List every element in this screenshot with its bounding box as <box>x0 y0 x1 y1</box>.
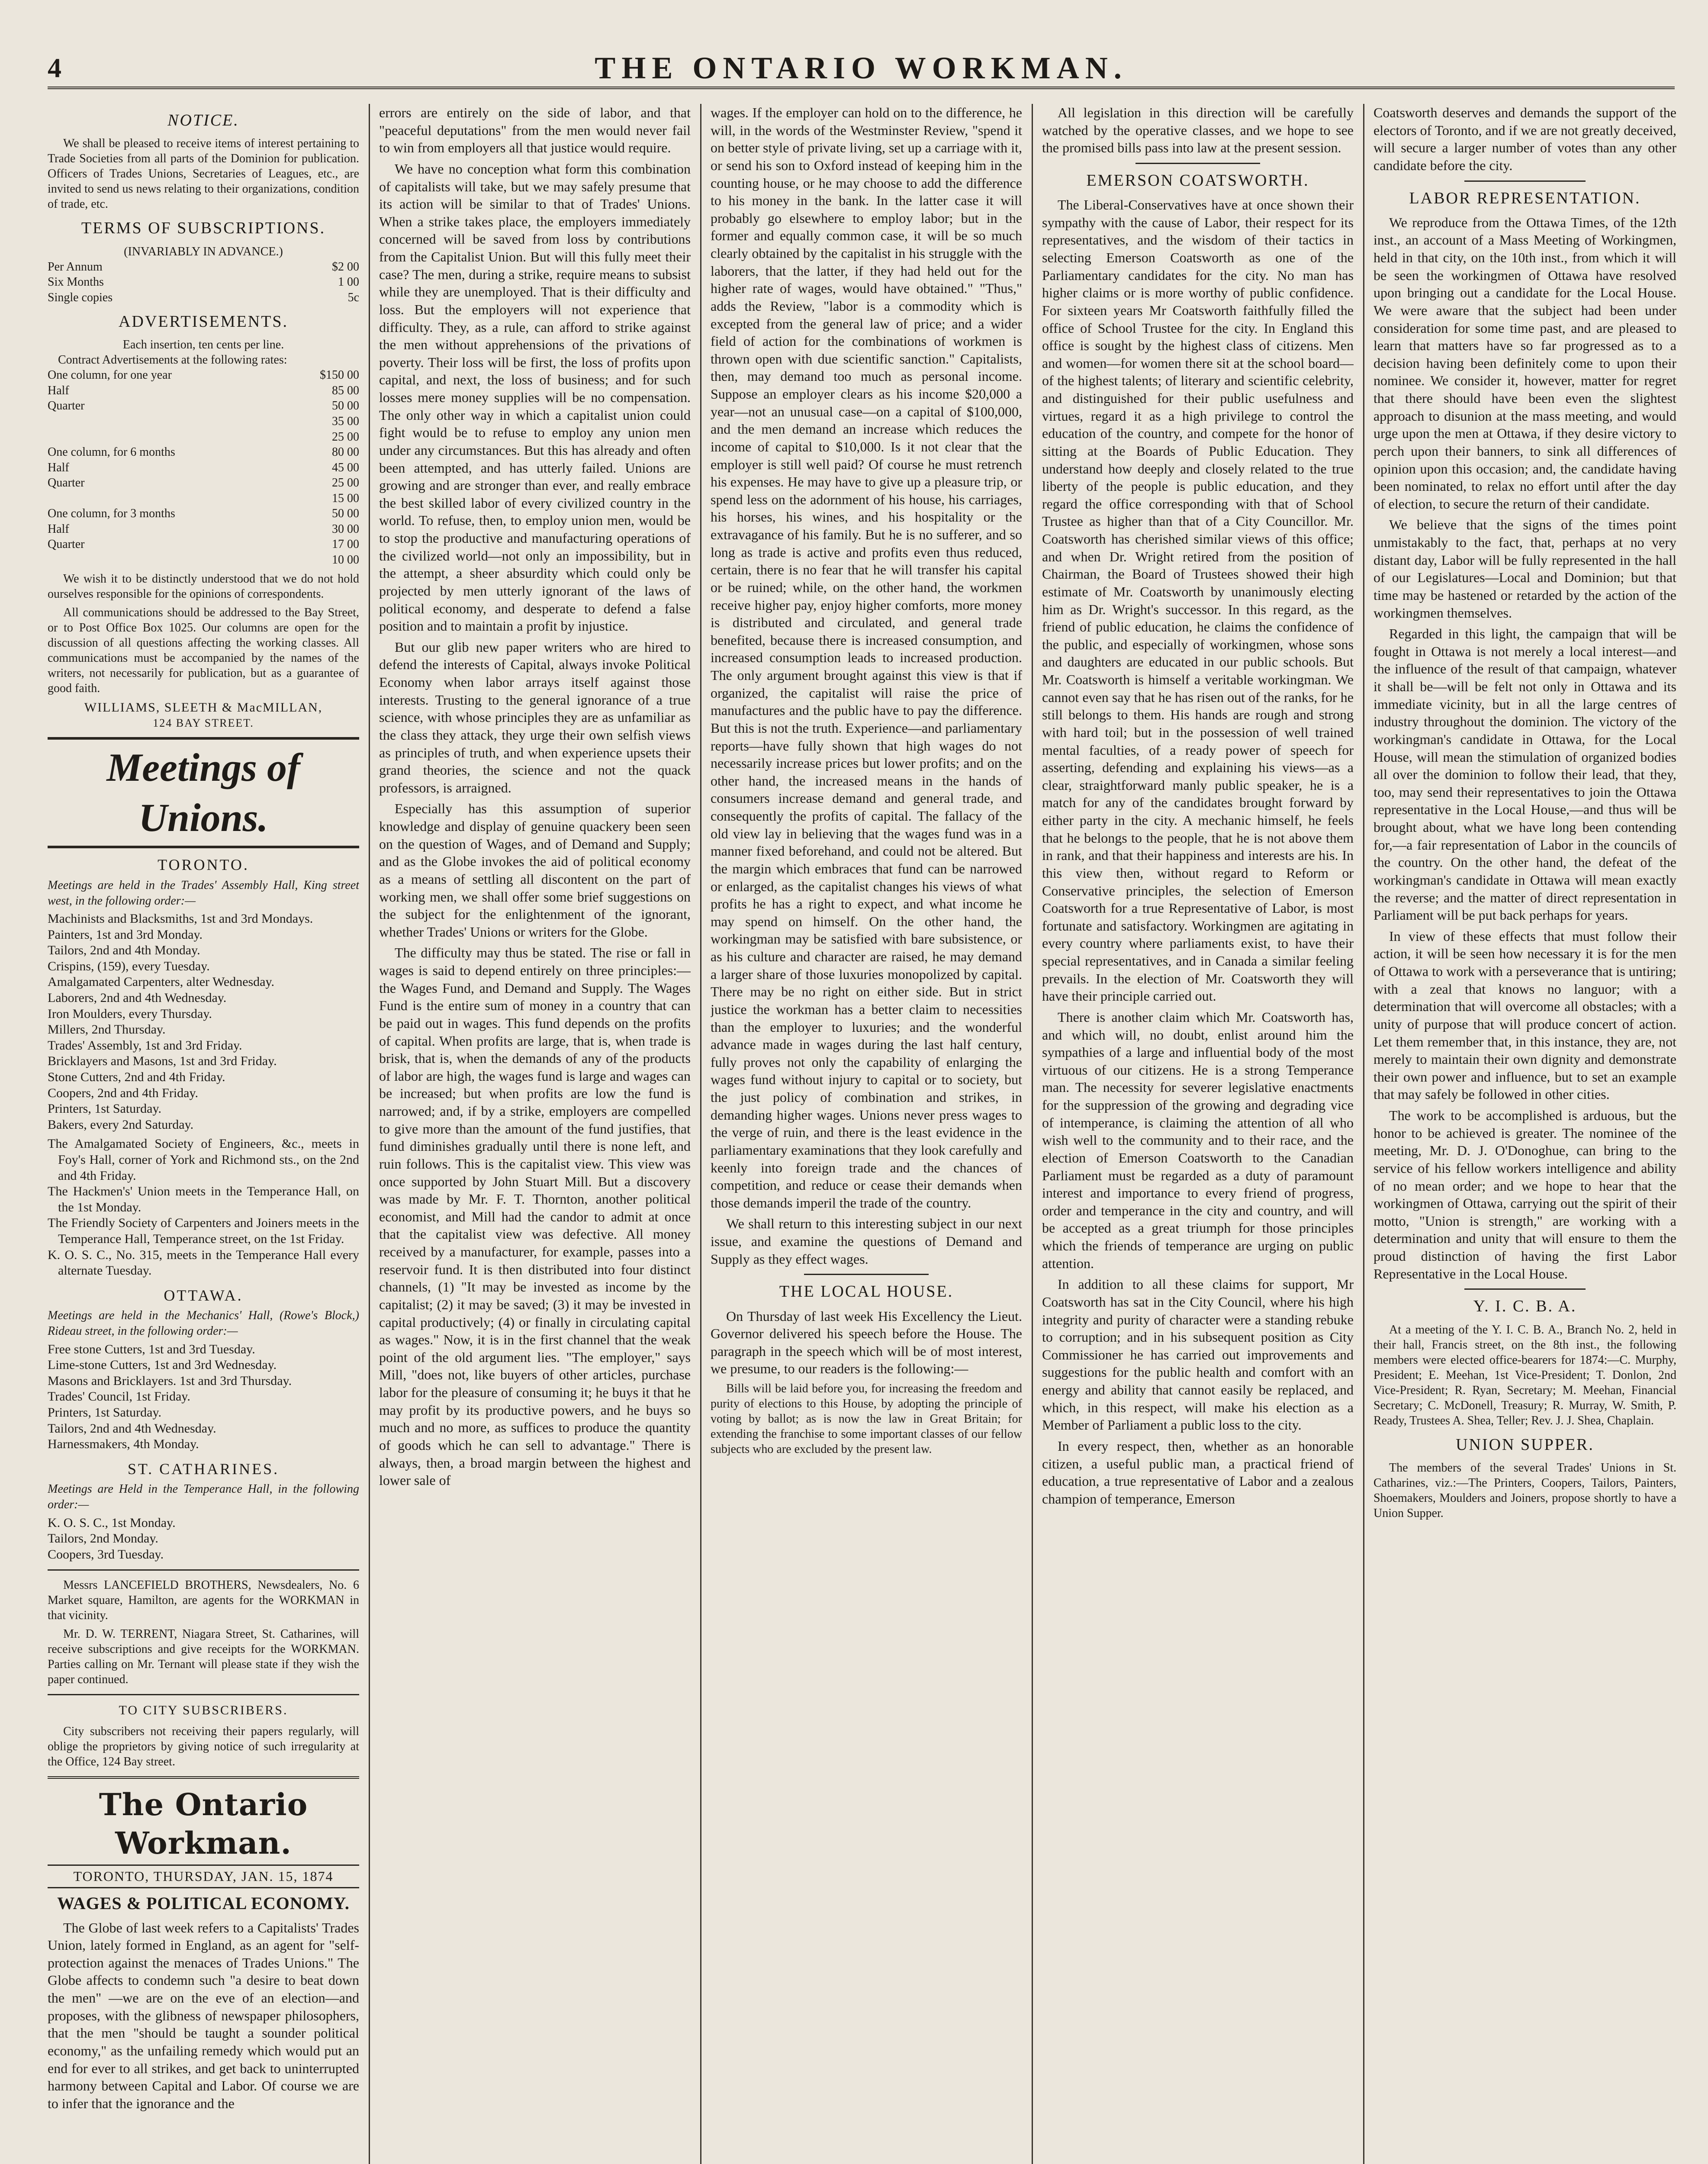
col2-p4: Especially has this assumption of superior knowledge and display of genuine quackery been seen on the question of Wages, and of Demand and Supply; and as the Globe invokes the aid of political economy as a means of settling all discontent on the part of working men, we shall offer some brief suggestions on the subject for the enlightenment of the ignorant, whether Trades' Unions or writers for the Globe. <box>379 801 691 940</box>
column-1 <box>48 104 359 2164</box>
paper-nameplate: The Ontario Workman. <box>99 1787 308 1861</box>
catharines-heading: ST. CATHARINES. <box>127 1460 280 1478</box>
price-value: 50 00 <box>332 399 359 413</box>
agents-catharines: Mr. D. W. TERRENT, Niagara Street, St. Catharines, will receive subscriptions and give receipts for the WORKMAN. Parties calling on Mr. Ternant will please state if they wish the paper continued. <box>48 1627 359 1687</box>
column-rule <box>369 104 370 2164</box>
price-value: 85 00 <box>332 383 359 397</box>
toronto-extra-list <box>48 1136 359 1278</box>
price-row <box>48 522 359 537</box>
price-row <box>48 460 359 476</box>
list-item: Printers, 1st Saturday. <box>48 1101 162 1116</box>
price-label: Quarter <box>48 476 85 490</box>
price-value: 80 00 <box>332 445 359 459</box>
list-item: Bakers, every 2nd Saturday. <box>48 1117 194 1132</box>
list-item: Coopers, 3rd Tuesday. <box>48 1547 164 1562</box>
list-item: The Friendly Society of Carpenters and Joiners meets in the Temperance Hall, Temperance street, on the 1st Friday. <box>48 1216 359 1246</box>
list-item: Printers, 1st Saturday. <box>48 1405 162 1420</box>
list-item: Harnessmakers, 4th Monday. <box>48 1437 199 1452</box>
col5-p5: In view of these effects that must follow their action, it will be seen how necessary it is for the men of Ottawa to work with a perseverance that is untiring; with a zeal that knows no languor; with a determination that will overcome all obstacles; with a unity of purpose that will produce concert of action. Let them remember that, in this instance, they are, not merely to maintain their own dignity and demonstrate their own power and influence, but to set an example that may safely be followed in other cities. <box>1373 928 1676 1102</box>
ads-line2: Contract Advertisements at the following rates: <box>58 353 287 367</box>
local-house-title: THE LOCAL HOUSE. <box>779 1282 954 1301</box>
price-label: Six Months <box>48 275 104 289</box>
union-supper-title: UNION SUPPER. <box>1456 1435 1594 1454</box>
list-item: Free stone Cutters, 1st and 3rd Tuesday. <box>48 1342 255 1356</box>
price-label: One column, for 3 months <box>48 507 175 521</box>
divider <box>804 1274 929 1275</box>
ottawa-heading: OTTAWA. <box>164 1286 243 1304</box>
price-row <box>48 414 359 429</box>
price-row <box>48 506 359 522</box>
column-4 <box>1042 104 1354 2164</box>
list-item: Trades' Council, 1st Friday. <box>48 1389 190 1404</box>
divider <box>1135 163 1260 164</box>
list-item: Iron Moulders, every Thursday. <box>48 1006 212 1021</box>
ottawa-note: Meetings are held in the Mechanics' Hall, (Rowe's Block,) Rideau street, in the following order:— <box>48 1309 359 1338</box>
column-rule <box>700 104 701 2164</box>
terms-subtitle: (INVARIABLY IN ADVANCE.) <box>124 245 283 258</box>
toronto-meetings-list <box>48 911 359 1133</box>
list-item: Lime-stone Cutters, 1st and 3rd Wednesday. <box>48 1358 277 1372</box>
price-label: Per Annum <box>48 260 103 274</box>
ads-title: ADVERTISEMENTS. <box>118 312 289 331</box>
col2-p3: But our glib new paper writers who are hired to defend the interests of Capital, always invoke Political Economy when labor arrays itself against those interests. Trusting to the general ignorance of a true science, with whose principles they are as unfamiliar as the class they attack, they urge their own selfish views as principles of truth, and when experience upsets their grand theories, the science and not the quack professors, is arraigned. <box>379 639 691 795</box>
list-item: The Amalgamated Society of Engineers, &c., meets in Foy's Hall, corner of York and Richmond sts., on the 2nd and 4th Friday. <box>48 1137 359 1183</box>
list-item: Laborers, 2nd and 4th Wednesday. <box>48 991 227 1005</box>
price-row <box>48 475 359 491</box>
agents-hamilton: Messrs LANCEFIELD BROTHERS, Newsdealers, No. 6 Market square, Hamilton, are agents for the WORKMAN in that vicinity. <box>48 1578 359 1623</box>
catharines-meetings-list <box>48 1515 359 1563</box>
col5-p2: We reproduce from the Ottawa Times, of the 12th inst., an account of a Mass Meeting of Workingmen, held in that city, on the 10th inst., from which it will be seen the workingmen of Ottawa have resolved upon bringing out a candidate for the Local House. We were aware that the subject had been under consideration for some time past, and are pleased to learn that matters have so far progressed as to a decision having been definitely come to upon their nominee. We consider it, however, matter for regret that there should have been even the slightest approach to disunion at the mass meeting, and would urge upon the men at Ottawa, if they desire victory to perch upon their banners, to sink all differences of opinion upon this occasion; and, the candidate having been nominated, to relax no effort until after the day of election, to secure the return of their candidate. <box>1373 214 1676 512</box>
list-item: Amalgamated Carpenters, alter Wednesday. <box>48 975 275 989</box>
price-value: 35 00 <box>332 415 359 428</box>
divider <box>1464 180 1586 182</box>
col3-p4: Bills will be laid before you, for increasing the freedom and purity of elections to this House, by adopting the principle of voting by ballot; as is now the law in Great Britain; for extending the franchise to some important classes of our fellow subjects who are excluded by the present law. <box>711 1382 1022 1456</box>
ads-table <box>48 367 359 567</box>
list-item: Trades' Assembly, 1st and 3rd Friday. <box>48 1038 242 1053</box>
price-value: 30 00 <box>332 522 359 536</box>
col3-p1: wages. If the employer can hold on to the difference, he will, in the words of the Westminster Review, "spend it on better style of private living, set up a carriage with it, or send his son to Oxford instead of keeping him in the counting house, or he may choose to add the difference to his money in the bank. In the latter case it will probably go elsewhere to employ labor; but in the former and equally common case, it will be so much clearly obtained by the capitalist in his struggle with the laborers, that the latter, if they had held out for the higher rate of wages, would have obtained." "Thus," adds the Review, "labor is a commodity which is excepted from the general law of price; and a wider field of action for the combinations of workmen is thrown open with due scientific sanction." Capitalists, then, may demand too much as personal income. Suppose an employer clears as his income $20,000 a year—not an unusual case—on a capital of $100,000, and the men demand an increase which reduces the income of capital to $10,000. Is it not clear that the employer is still well paid? Of course he must retrench his expenses. He may have to give up a pleasure trip, or spend less on the adornment of his house, his carriages, his horses, his wines, and his hospitality or the extravagance of his family. But he is no sufferer, and so long as trade is active and profits even thus reduced, certain, there is no fear that he will transfer his capital or be ruined; while, on the other hand, the workmen receive higher pay, enjoy higher comforts, more money is distributed and circulated, and general trade benefited, because there is increased consumption, and increased consumption leads to increased production. The only argument brought against this view is that if organized, the capitalist will raise the price of manufactures and the public have to pay the difference. But this is not the truth. Experience—and parliamentary reports—have fully shown that high wages do not necessarily increase prices but lower profits; and on the other hand, the increased means in the hands of consumers increase demand and general trade, and consequently the profits of capital. The fallacy of the old view lay in believing that the wages fund was in a manner fixed beforehand, and could not be altered. But the margin which embraces that fund can be narrowed or enlarged, as the capitalist changes his views of what profits he has a right to expect, and what income he may spend on himself. On the other hand, the workingman may be satisfied with bare subsistence, or as his culture and character are raised, he may demand a larger share of those luxuries monopolized by capital. There may be no right on either side. But in strict justice the workman has a better claim to necessities than the employer to luxuries; and the wonderful advance made in wages during the last half century, fully proves not only the capability of enlarging the wages fund without injury to capital or to society, but the just policy of combination and strikes, in demanding higher wages. Unions never press wages to the verge of ruin, and there is the least evidence in the parliamentary examinations that they look carefully and keenly into foreign trade and the chances of competition, and reduce or cease their demands when those demands imperil the trade of the country. <box>711 105 1022 1211</box>
list-item: Millers, 2nd Thursday. <box>48 1022 166 1037</box>
col4-p3: There is another claim which Mr. Coatsworth has, and which will, no doubt, enlist around him the sympathies of a large and influential body of the most virtuous of our citizens. He is a strong Temperance man. The necessity for severer legislative enactments for the suppression of the growing and degrading vice of intemperance, is claiming the attention of all who wish well to the community and to their race, and the election of Emerson Coatsworth to the Canadian Parliament must be regarded as a duty of paramount interest and importance to every friend of progress, order and temperance in the city and country, and will be accepted as a great triumph for those principles which the friends of temperance are urging on public attention. <box>1042 1009 1354 1271</box>
terms-table <box>48 259 359 306</box>
publishers-name: WILLIAMS, SLEETH & MacMILLAN, <box>84 700 323 715</box>
col4-p1: All legislation in this direction will be carefully watched by the operative classes, and we hope to see the promised bills pass into law at the present session. <box>1042 105 1354 156</box>
price-row <box>48 491 359 506</box>
list-item: Tailors, 2nd and 4th Wednesday. <box>48 1421 216 1436</box>
column-rule <box>1032 104 1033 2164</box>
emerson-title: EMERSON COATSWORTH. <box>1086 171 1309 190</box>
article-title-wages: WAGES & POLITICAL ECONOMY. <box>57 1893 350 1913</box>
page-number: 4 <box>48 52 61 83</box>
price-value: 25 00 <box>332 430 359 444</box>
list-item: The Hackmen's' Union meets in the Temperance Hall, on the 1st Monday. <box>48 1184 359 1214</box>
price-label: One column, for one year <box>48 368 172 382</box>
price-row <box>48 290 359 306</box>
meetings-title: Meetings of Unions. <box>48 737 359 849</box>
list-item: K. O. S. C., No. 315, meets in the Temperance Hall every alternate Tuesday. <box>48 1247 359 1278</box>
issue-date: TORONTO, THURSDAY, JAN. 15, 1874 <box>48 1865 359 1888</box>
divider <box>1464 1288 1586 1290</box>
list-item: Coopers, 2nd and 4th Friday. <box>48 1085 199 1100</box>
ycba-title: Y. I. C. B. A. <box>1473 1297 1577 1316</box>
col4-p2: The Liberal-Conservatives have at once shown their sympathy with the cause of Labor, their respect for its representatives, and the wisdom of their tactics in selecting Emerson Coatsworth as one of the Parliamentary candidates for the city. No man has higher claims or is more worthy of public confidence. For sixteen years Mr Coatsworth faithfully filled the office of School Trustee for the city. In England this office is sought by the highest class of citizens. Men and women—for women there sit at the school board—of the highest talents; of literary and scientific celebrity, and distinguished for their public usefulness and virtues, regard it as a high privilege to control the education of the country, and compete for the honor of sitting at the Boards of Public Education. They understand how deeply and closely related to the true liberty of the people is public education, and they regard the office corresponding with that of School Trustee as higher than that of a City Councillor. Mr. Coatsworth has cherished similar views of this office; and when Dr. Wright retired from the position of Chairman, the Board of Trustees showed their high estimate of Mr. Coatsworth by unanimously electing him as Dr. Wright's successor. In this regard, as the friend of public education, he claims the confidence of the public, and especially of workingmen, whose sons and daughters are educated in our public schools. But Mr. Coatsworth is himself a veritable workingman. We cannot even say that he has risen out of the ranks, for he still belongs to them. His hands are rough and strong with hard toil; but in the possession of well trained mental faculties, of a ready power of speech for asserting, defending and explaining his views—as a clear, straightforward manly public speaker, he is a match for any of the candidates brought forward by either party in the city. A mechanic himself, he feels that he belongs to the people, that he is not above them in rank, and that their happiness and interests are his. In this view then, without regard to Reform or Conservative principles, the selection of Emerson Coatsworth for a true Representative of Labor, is most fortunate and satisfactory. Workingmen are agitating in every country where parliaments exist, to have their special representatives, and in Canada a similar feeling prevails. In the election of Mr. Coatsworth they will have their principle carried out. <box>1042 197 1354 1004</box>
column-3 <box>711 104 1022 2164</box>
col4-p4: In addition to all these claims for support, Mr Coatsworth has sat in the City Council, where his high integrity and purity of character were a standing rebuke to corruption; and in his subsequent position as City Commissioner he has carried out improvements and suggestions for the public health and comfort with an energy and ability that cannot easily be replaced, and which, in this respect, will make his election as a Member of Parliament a public loss to the city. <box>1042 1276 1354 1433</box>
publishers-address: 124 BAY STREET. <box>153 716 254 729</box>
toronto-heading: TORONTO. <box>158 856 249 874</box>
col5-p1: Coatsworth deserves and demands the support of the electors of Toronto, and if we are not greatly deceived, will secure a larger number of votes than any other candidate before the city. <box>1373 105 1676 173</box>
price-label: Half <box>48 383 69 397</box>
col2-p5: The difficulty may thus be stated. The rise or fall in wages is said to depend entirely on three principles:—the Wages Fund, and Demand and Supply. The Wages Fund is the entire sum of money in a country that can be paid out in wages. This fund depends on the profits of capital. When profits are large, that is, when trade is brisk, that is, when the demands of any of the products of labor are high, the wages fund is large and wages can be increased; but when profits are low the fund is narrowed; and, if by a strike, employers are compelled to give more than the amount of the fund justifies, that fund diminishes gradually until there is none left, and ruin follows. This is the capitalist view. This view was once supported by John Stuart Mill. But a discovery was made by Mr. F. T. Thornton, another political economist, and Mill had the candor to admit at once that the capitalist view was defective. All money received by a manufacturer, for example, passes into a reservoir fund. It is then distributed into four distinct channels, (1) "It may be invested as income by the capitalist; (2) it may be saved; (3) it may be invested in capital productively; (4) or finally in circulating capital as wages." Now, it is in the first channel that the weak point of the old argument lies. "The employer," says Mill, "does not, like buyers of other articles, purchase labor for the pleasure of consuming it; he buys it that he may profit by its productive powers, and he buys so much and no more, as suffices to produce the quantity of goods which he can sell to advantage." There is always, then, a broad margin between the highest and lower sale of <box>379 945 691 1488</box>
column-5 <box>1373 104 1676 2164</box>
list-item: Painters, 1st and 3rd Monday. <box>48 927 203 942</box>
price-row <box>48 274 359 290</box>
price-value: 45 00 <box>332 460 359 474</box>
price-label: One column, for 6 months <box>48 445 175 459</box>
column-rule <box>1363 104 1364 2164</box>
col5-p7: At a meeting of the Y. I. C. B. A., Branch No. 2, held in their hall, Francis street, on the 8th inst., the following members were elected office-bearers for 1874:—C. Murphy, President; E. Meehan, 1st Vice-President; T. Donlon, 2nd Vice-President; R. Ryan, Secretary; M. Meehan, Financial Secretary; C. McDonell, Treasury; R. Murray, W. Smith, P. Ready, Trustees A. Shea, Teller; Rev. J. J. Shea, Chaplain. <box>1373 1323 1676 1427</box>
col5-p8: The members of the several Trades' Unions in St. Catharines, viz.:—The Printers, Coopers, Tailors, Painters, Shoemakers, Moulders and Joiners, propose shortly to have a Union Supper. <box>1373 1461 1676 1520</box>
terms-title: TERMS OF SUBSCRIPTIONS. <box>81 219 326 238</box>
notice-title: NOTICE. <box>167 111 239 129</box>
list-item: Stone Cutters, 2nd and 4th Friday. <box>48 1070 225 1085</box>
divider <box>48 1776 359 1779</box>
article-wages-p1: The Globe of last week refers to a Capitalists' Trades Union, lately formed in England, as an agent for "self-protection against the menaces of Trades Unions." The Globe affects to condemn such "a desire to beat down the men" —we are on the eve of an election—and proposes, with the glibness of newspaper philosophers, that the men "should be taught a sounder political economy," as the unfailing remedy which would put an end for ever to all strikes, and get back to uninterrupted harmony between Capital and Labor. Of course we are to infer that the ignorance and the <box>48 1919 359 2111</box>
labor-representation-title: LABOR REPRESENTATION. <box>1409 189 1641 207</box>
list-item: Crispins, (159), every Tuesday. <box>48 959 210 973</box>
price-value: 25 00 <box>332 476 359 490</box>
price-value: 1 00 <box>338 275 359 289</box>
catharines-note: Meetings are Held in the Temperance Hall, in the following order:— <box>48 1482 359 1511</box>
ads-line1: Each insertion, ten cents per line. <box>122 338 284 352</box>
price-label: Single copies <box>48 290 113 304</box>
price-value: 17 00 <box>332 538 359 551</box>
city-subscribers-body: City subscribers not receiving their papers regularly, will oblige the proprietors by giving notice of such irregularity at the Office, 124 Bay street. <box>48 1725 359 1769</box>
price-row <box>48 552 359 568</box>
ads-comms: All communications should be addressed to the Bay Street, or to Post Office Box 1025. Our columns are open for the discussion of all questions affecting the working classes. All communications must be accompanied by the names of the writers, not necessarily for publication, but as a guarantee of good faith. <box>48 605 359 695</box>
column-2 <box>379 104 691 2164</box>
list-item: Machinists and Blacksmiths, 1st and 3rd Mondays. <box>48 911 313 926</box>
price-row <box>48 537 359 552</box>
list-item: Tailors, 2nd Monday. <box>48 1531 158 1546</box>
price-row <box>48 429 359 445</box>
newspaper-title: THE ONTARIO WORKMAN. <box>595 51 1128 85</box>
price-label: Half <box>48 460 69 474</box>
list-item: K. O. S. C., 1st Monday. <box>48 1515 176 1530</box>
price-row <box>48 444 359 460</box>
divider <box>48 1569 359 1571</box>
price-row <box>48 383 359 399</box>
col5-p3: We believe that the signs of the times point unmistakably to the fact, that, perhaps at no very distant day, Labor will be fully represented in the hall of our Legislatures—Local and Dominion; but that time may be hastened or retarded by the action of the workingmen themselves. <box>1373 517 1676 621</box>
ads-disclaimer: We wish it to be distinctly understood that we do not hold ourselves responsible for the opinions of correspondents. <box>48 572 359 601</box>
col5-p6: The work to be accomplished is arduous, but the honor to be achieved is greater. The nominee of the meeting, Mr. D. J. O'Donoghue, can bring to the service of his fellow workers intelligence and ability of no mean order; and we hope to hear that the workingmen of Ottawa, carrying out the spirit of their motto, "Union is strength," are working with a determination and unity that will ensure to them the proud distinction of having the first Labor Representative in the Local House. <box>1373 1108 1676 1282</box>
notice-body: We shall be pleased to receive items of interest pertaining to Trade Societies from all parts of the Dominion for publication. Officers of Trades Unions, Secretaries of Leagues, etc., are invited to send us news relating to their organizations, condition of trade, etc. <box>48 137 359 211</box>
col3-p3: On Thursday of last week His Excellency the Lieut. Governor delivered his speech before the House. The paragraph in the speech which will be of most interest, we presume, to our readers is the following:— <box>711 1308 1022 1377</box>
ottawa-meetings-list <box>48 1342 359 1452</box>
divider <box>48 1694 359 1695</box>
col4-p5: In every respect, then, whether as an honorable citizen, a useful public man, a practical friend of education, a true representative of Labor and a zealous champion of temperance, Emerson <box>1042 1438 1354 1507</box>
price-value: 15 00 <box>332 491 359 505</box>
price-row <box>48 259 359 275</box>
price-value: 10 00 <box>332 553 359 567</box>
list-item: Bricklayers and Masons, 1st and 3rd Friday. <box>48 1054 277 1069</box>
list-item: Tailors, 2nd and 4th Monday. <box>48 943 200 958</box>
col2-p1: errors are entirely on the side of labor, and that "peaceful deputations" from the men would never fail to win from employers all that justice would require. <box>379 105 691 156</box>
masthead <box>48 48 1675 89</box>
price-label: Quarter <box>48 399 85 413</box>
col5-p4: Regarded in this light, the campaign that will be fought in Ottawa is not merely a local interest—and the influence of the result of that campaign, whatever it shall be—will be felt not only in Ottawa and its immediate vicinity, but in all the large centres of industry throughout the dominion. The victory of the workingman's candidate in Ottawa, for the Local House, will mean the stimulation of organized bodies all over the dominion to follow their lead, that they, too, may send their representatives to join the Ottawa representative in the Local House,—and thus will be brought about, what we have long been contending for,—a fair representation of Labor in the councils of the country. On the other hand, the defeat of the workingman's candidate in Ottawa will mean exactly the reverse; and the matter of direct representation in Parliament will be put back perhaps for years. <box>1373 626 1676 923</box>
price-label: Half <box>48 522 69 536</box>
col3-p2: We shall return to this interesting subject in our next issue, and examine the questions of Demand and Supply as they effect wages. <box>711 1216 1022 1267</box>
list-item: Masons and Bricklayers. 1st and 3rd Thursday. <box>48 1373 292 1388</box>
price-row <box>48 398 359 414</box>
toronto-note: Meetings are held in the Trades' Assembly Hall, King street west, in the following order:— <box>48 878 359 908</box>
price-value: 50 00 <box>332 507 359 521</box>
col2-p2: We have no conception what form this combination of capitalists will take, but we may safely presume that its action will be similar to that of Trades' Unions. When a strike takes place, the employers immediately concerned will be saved from loss by contributions from the Capitalist Union. But will this fully meet their case? The men, during a strike, require means to subsist while they are unemployed. That is their difficulty and loss. But the employers will not experience that difficulty. They, as a rule, can afford to strike against the men without apprehensions of the privations of poverty. Their loss will be first, the loss of profits upon capital, and next, the loss of business; and for such losses mere money supplies will be no compensation. The only other way in which a capitalist union could fight would be to refuse to employ any union men under any circumstances. But this has already and often been attempted, and has utterly failed. Unions are growing and are stronger than ever, and really embrace the best skilled labor of every civilized country in the world. To refuse, then, to employ union men, would be to stop the productive and manufacturing operations of the civilized world—not only an impossibility, but in the attempt, a sheer absurdity which could only be projected by men utterly ignorant of the laws of political economy, and desperate to defend a false position and to maintain a profit by injustice. <box>379 161 691 634</box>
price-value: 5c <box>347 290 359 304</box>
city-subscribers-title: TO CITY SUBSCRIBERS. <box>119 1703 288 1718</box>
publishers-signature <box>48 699 359 730</box>
price-label: Quarter <box>48 538 85 551</box>
price-value: $150 00 <box>320 368 359 382</box>
price-value: $2 00 <box>332 260 359 274</box>
price-row <box>48 367 359 383</box>
